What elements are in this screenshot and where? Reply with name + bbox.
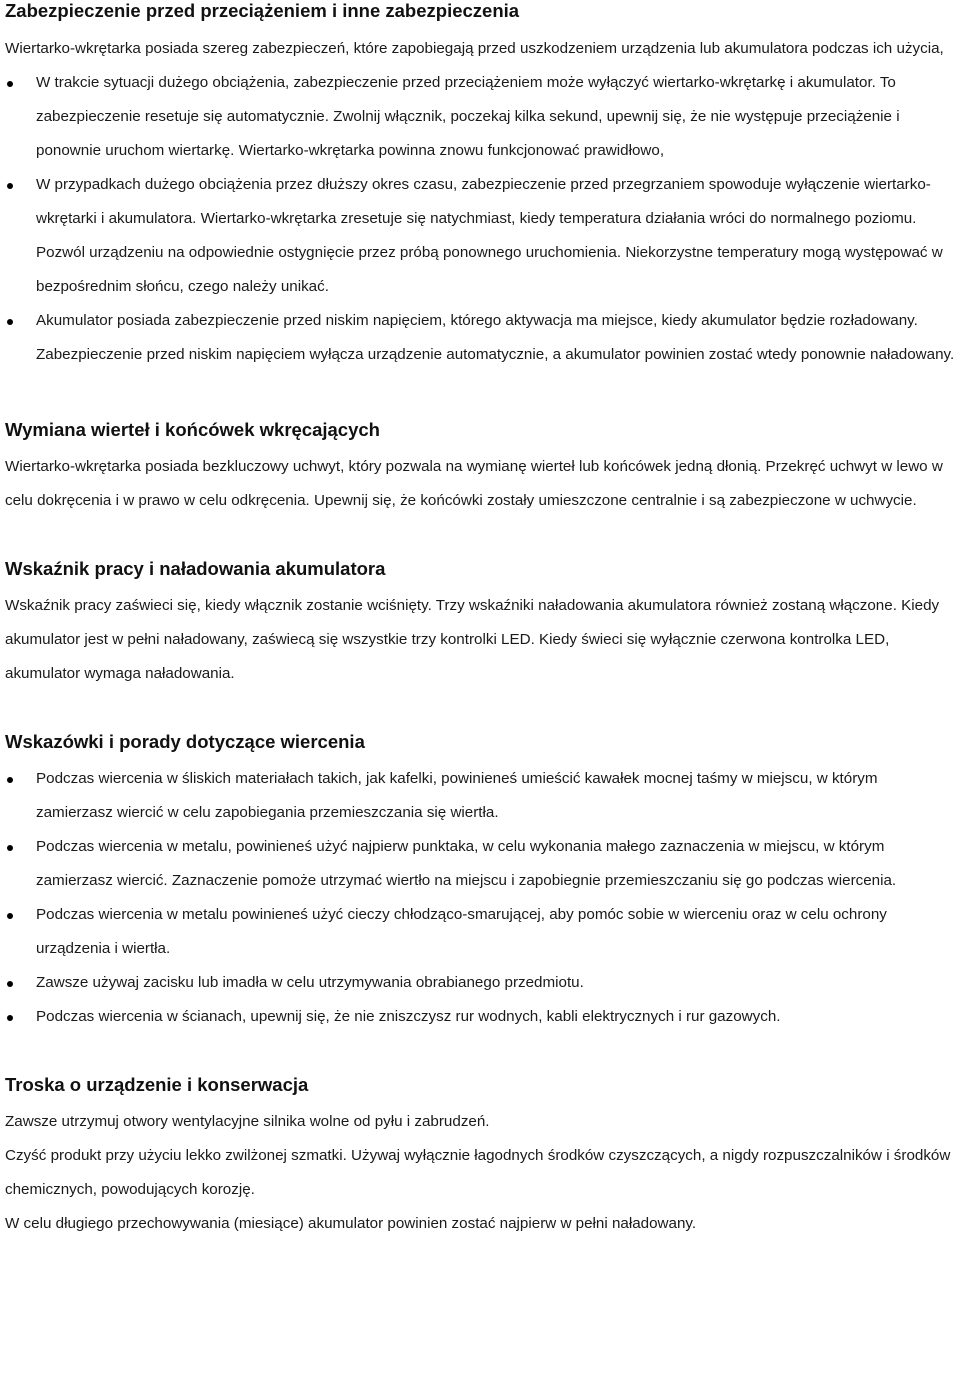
- section-title: Wskazówki i porady dotyczące wiercenia: [5, 731, 365, 752]
- list-item: Podczas wiercenia w metalu, powinieneś użyć najpierw punktaka, w celu wykonania małego zaznaczenia w miejscu, w którym zamierzasz wiercić. Zaznaczenie pomoże utrzymać wiertło na miejscu i zapobiegnie przemieszczaniu się go podczas wiercenia.: [5, 830, 956, 898]
- list-item: W przypadkach dużego obciążenia przez dłuższy okres czasu, zabezpieczenie przed przegrzaniem spowoduje wyłączenie wiertarko-wkrętarki i akumulatora. Wiertarko-wkrętarka zresetuje się natychmiast, kiedy temperatura działania wróci do normalnego poziomu. Pozwól urządzeniu na odpowiednie ostygnięcie przez próbą ponownego uruchomienia. Niekorzystne temperatury mogą występować w bezpośrednim słońcu, czego należy unikać.: [5, 168, 956, 304]
- list-item: Podczas wiercenia w ścianach, upewnij się, że nie zniszczysz rur wodnych, kabli elektrycznych i rur gazowych.: [5, 1000, 956, 1034]
- section-bit-replacement: [5, 419, 956, 518]
- section-maintenance: [5, 1074, 956, 1241]
- paragraph: Wiertarko-wkrętarka posiada bezkluczowy uchwyt, który pozwala na wymianę wierteł lub końcówek jedną dłonią. Przekręć uchwyt w lewo w celu dokręcenia i w prawo w celu odkręcenia. Upewnij się, że końcówki zostały umieszczone centralnie i są zabezpieczone w uchwycie.: [5, 458, 943, 509]
- paragraph: Czyść produkt przy użyciu lekko zwilżonej szmatki. Używaj wyłącznie łagodnych środków czyszczących, a nigdy rozpuszczalników i środków chemicznych, powodujących korozję.: [5, 1147, 951, 1198]
- section-drilling-tips: [5, 731, 956, 1034]
- list-item: W trakcie sytuacji dużego obciążenia, zabezpieczenie przed przeciążeniem może wyłączyć wiertarko-wkrętarkę i akumulator. To zabezpieczenie resetuje się automatycznie. Zwolnij włącznik, poczekaj kilka sekund, upewnij się, że nie występuje przeciążenie i ponownie uruchom wiertarkę. Wiertarko-wkrętarka powinna znowu funkcjonować prawidłowo,: [5, 66, 956, 168]
- list-item: Podczas wiercenia w śliskich materiałach takich, jak kafelki, powinieneś umieścić kawałek mocnej taśmy w miejscu, w którym zamierzasz wiercić w celu zapobiegania przemieszczania się wiertła.: [5, 762, 956, 830]
- section-battery-indicator: [5, 558, 956, 691]
- section-title: Troska o urządzenie i konserwacja: [5, 1074, 309, 1095]
- section-title: Wskaźnik pracy i naładowania akumulatora: [5, 558, 386, 579]
- section-title: Wymiana wierteł i końcówek wkręcających: [5, 419, 380, 440]
- section-intro: Wiertarko-wkrętarka posiada szereg zabezpieczeń, które zapobiegają przed uszkodzeniem urządzenia lub akumulatora podczas ich użycia,: [5, 40, 944, 57]
- section-overload-protection: [5, 0, 956, 372]
- paragraph: W celu długiego przechowywania (miesiące) akumulator powinien zostać najpierw w pełni naładowany.: [5, 1215, 697, 1232]
- list-item: Akumulator posiada zabezpieczenie przed niskim napięciem, którego aktywacja ma miejsce, kiedy akumulator będzie rozładowany. Zabezpieczenie przed niskim napięciem wyłącza urządzenie automatycznie, a akumulator powinien zostać wtedy ponownie naładowany.: [5, 304, 956, 372]
- section-title: Zabezpieczenie przed przeciążeniem i inne zabezpieczenia: [5, 0, 520, 21]
- paragraph: Wskaźnik pracy zaświeci się, kiedy włącznik zostanie wciśnięty. Trzy wskaźniki naładowania akumulatora również zostaną włączone. Kiedy akumulator jest w pełni naładowany, zaświecą się wszystkie trzy kontrolki LED. Kiedy świeci się wyłącznie czerwona kontrolka LED, akumulator wymaga naładowania.: [5, 597, 940, 682]
- paragraph: Zawsze utrzymuj otwory wentylacyjne silnika wolne od pyłu i zabrudzeń.: [5, 1113, 490, 1130]
- bullet-list: [5, 66, 956, 372]
- bullet-list: [5, 762, 956, 1034]
- list-item: Podczas wiercenia w metalu powinieneś użyć cieczy chłodząco-smarującej, aby pomóc sobie w wierceniu oraz w celu ochrony urządzenia i wiertła.: [5, 898, 956, 966]
- list-item: Zawsze używaj zacisku lub imadła w celu utrzymywania obrabianego przedmiotu.: [5, 966, 956, 1000]
